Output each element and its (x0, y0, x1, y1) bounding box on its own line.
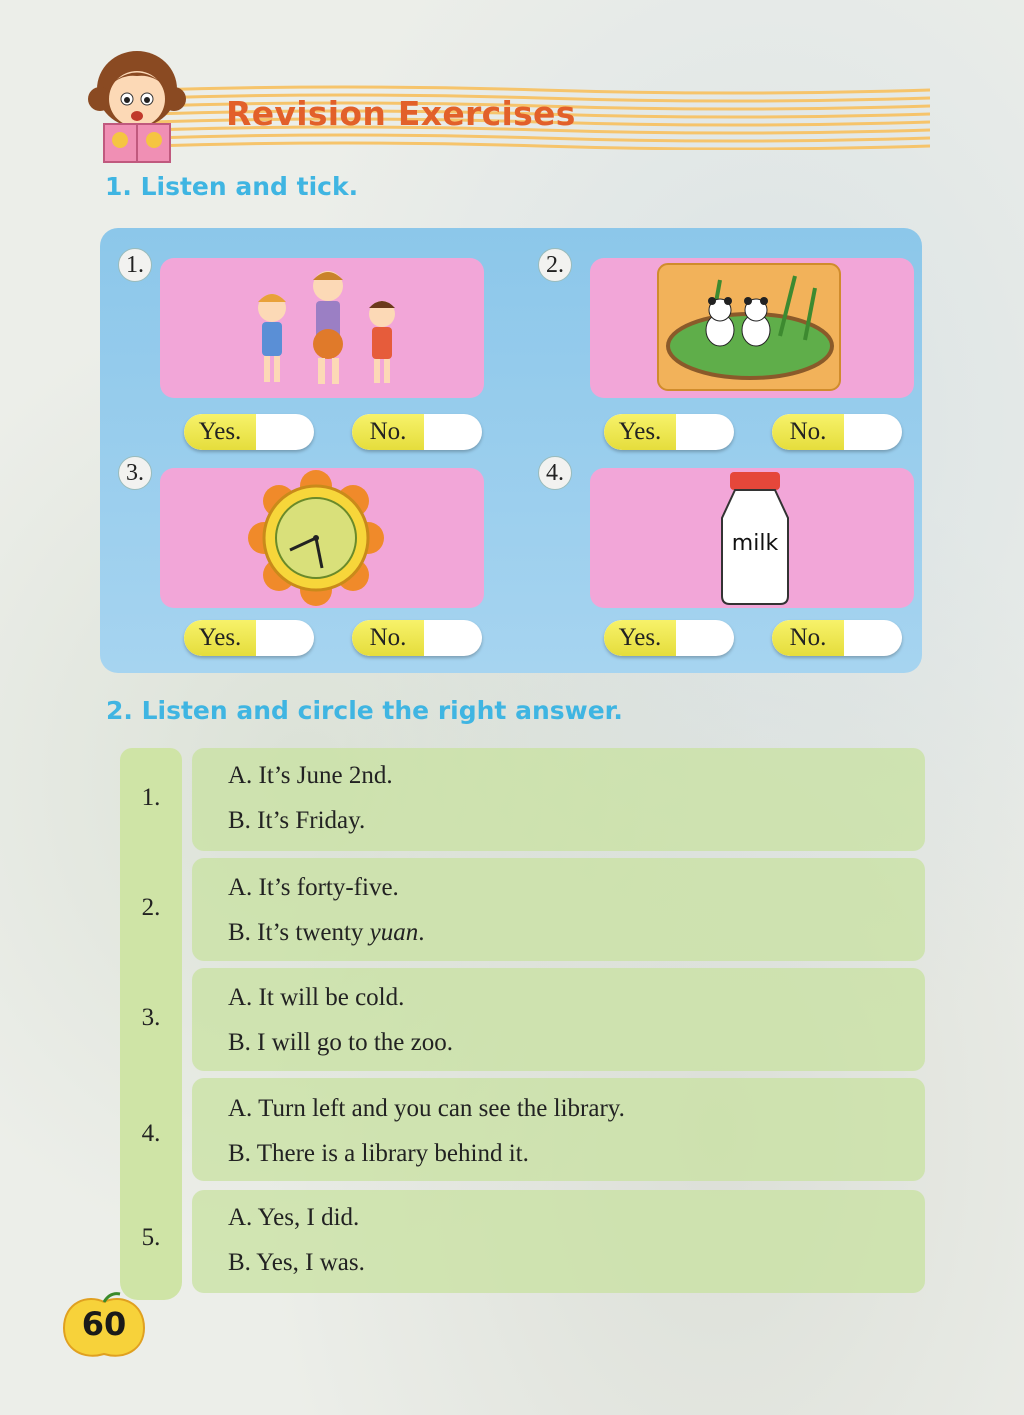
row-5-option-a[interactable]: A. Yes, I did. (228, 1204, 360, 1231)
section-2-title: 2. Listen and circle the right answer. (106, 696, 623, 725)
milk-bottle-image (590, 468, 914, 608)
row-4-number: 4. (141, 1120, 161, 1147)
item-1-yes-option[interactable] (184, 414, 314, 450)
row-4-option-b[interactable]: B. There is a library behind it. (228, 1140, 529, 1167)
answer-table (120, 748, 925, 1300)
row-4-option-a[interactable]: A. Turn left and you can see the library. (228, 1095, 625, 1122)
row-2-option-b[interactable] (228, 919, 425, 947)
row-2-option-b-italic: yuan (369, 919, 419, 946)
item-4-picture-frame (590, 468, 914, 608)
row-1-option-a[interactable]: A. It’s June 2nd. (228, 762, 393, 789)
item-4-no-option[interactable] (772, 620, 902, 656)
item-2-no-label: No. (772, 414, 844, 450)
row-1-number: 1. (141, 784, 161, 811)
item-1-no-option[interactable] (352, 414, 482, 450)
page-number: 60 (81, 1305, 127, 1343)
item-4-no-label: No. (772, 620, 844, 656)
item-4-number: 4. (538, 456, 572, 490)
item-3-no-option[interactable] (352, 620, 482, 656)
item-3-no-label: No. (352, 620, 424, 656)
item-2-yes-label: Yes. (604, 414, 676, 450)
item-1-picture-frame (160, 258, 484, 398)
milk-label: milk (731, 531, 779, 556)
row-2-number: 2. (141, 894, 161, 921)
item-1-yes-label: Yes. (184, 414, 256, 450)
item-3-yes-label: Yes. (184, 620, 256, 656)
row-1-option-b[interactable]: B. It’s Friday. (228, 807, 366, 834)
row-2-option-b-text: B. It’s twenty (228, 919, 370, 946)
item-3-number: 3. (118, 456, 152, 490)
item-2-picture-frame (590, 258, 914, 398)
item-1-number: 1. (118, 248, 152, 282)
item-1-no-label: No. (352, 414, 424, 450)
item-3-yes-option[interactable] (184, 620, 314, 656)
item-4-yes-label: Yes. (604, 620, 676, 656)
section-1-title: 1. Listen and tick. (105, 172, 359, 201)
item-2-no-option[interactable] (772, 414, 902, 450)
row-3-number: 3. (141, 1004, 161, 1031)
pandas-image (590, 258, 914, 398)
girl-reading-icon (82, 44, 192, 164)
item-3-picture-frame (160, 468, 484, 608)
children-basketball-image (160, 258, 484, 398)
item-2-yes-option[interactable] (604, 414, 734, 450)
page-title: Revision Exercises (226, 94, 576, 133)
row-3-option-a[interactable]: A. It will be cold. (228, 984, 405, 1011)
row-5-number: 5. (141, 1224, 161, 1251)
listen-and-tick-panel (100, 228, 922, 673)
item-2-number: 2. (538, 248, 572, 282)
item-4-yes-option[interactable] (604, 620, 734, 656)
row-3-option-b[interactable]: B. I will go to the zoo. (228, 1029, 453, 1056)
clock-image (160, 468, 484, 608)
row-2-option-a[interactable]: A. It’s forty-five. (228, 874, 399, 901)
row-5-option-b[interactable]: B. Yes, I was. (228, 1249, 365, 1276)
row-2-option-b-period: . (418, 919, 425, 946)
